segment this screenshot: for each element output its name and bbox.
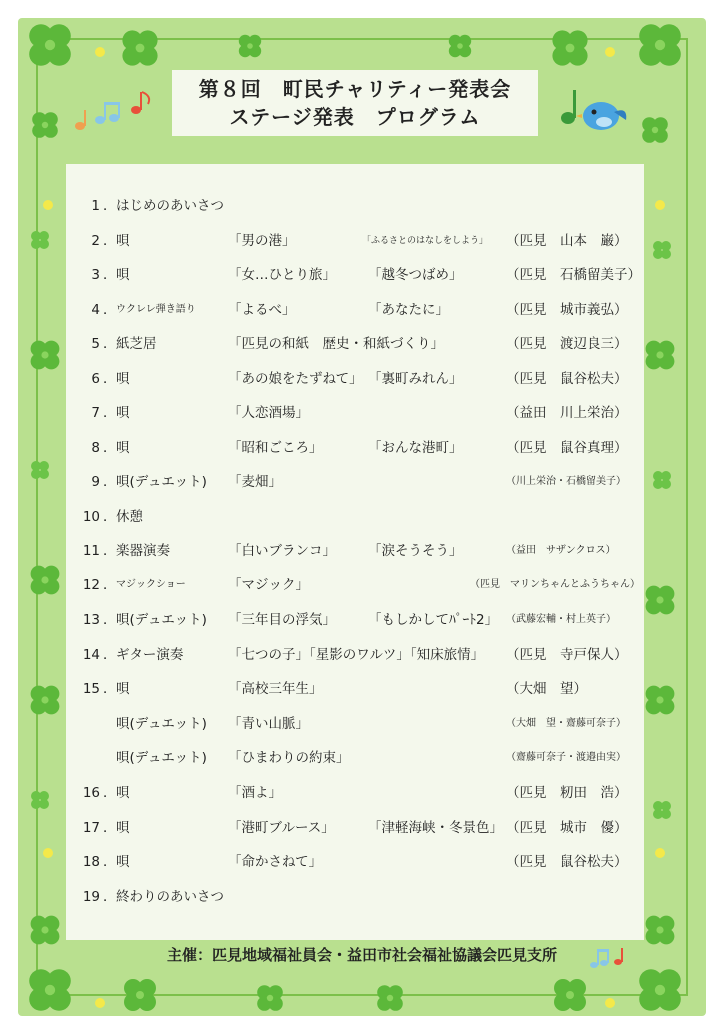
- clover-icon: [31, 231, 49, 249]
- clover-icon: [449, 35, 471, 57]
- item-performer: （匹見 寺戸保人）: [506, 647, 628, 663]
- item-dot: ．: [103, 267, 117, 283]
- item-category: 休憩: [116, 509, 143, 525]
- item-category: 唄(デュエット): [116, 716, 207, 732]
- item-number: 17: [82, 820, 100, 836]
- program-item: [66, 572, 644, 598]
- item-number: 11: [82, 543, 100, 559]
- clover-icon: [29, 969, 71, 1011]
- item-song-2: 「涙そうそう」: [368, 543, 463, 559]
- item-category: 唄: [116, 371, 130, 387]
- item-dot: ．: [103, 889, 117, 905]
- clover-icon: [642, 117, 668, 143]
- item-dot: ．: [103, 302, 117, 318]
- music-note-icon: [70, 88, 160, 138]
- item-song: 「人恋酒場」: [228, 405, 309, 421]
- clover-icon: [31, 461, 49, 479]
- item-song: 「七つの子」「星影のワルツ」「知床旅情」: [228, 647, 485, 663]
- item-song: 「昭和ごころ」: [228, 440, 323, 456]
- program-item: [66, 400, 644, 426]
- item-song: 「青い山脈」: [228, 716, 309, 732]
- clover-icon: [653, 471, 671, 489]
- item-song: 「女…ひとり旅」: [228, 267, 336, 283]
- item-category: ギター演奏: [116, 647, 184, 663]
- clover-icon: [29, 24, 71, 66]
- item-performer: （匹見 鼠谷松夫）: [506, 854, 628, 870]
- item-number: 3: [91, 267, 100, 283]
- item-performer: （匹見 城市義弘）: [506, 302, 628, 318]
- title-box: [172, 70, 538, 136]
- item-category: ウクレレ弾き語り: [116, 304, 196, 315]
- item-song: 「酒よ」: [228, 785, 282, 801]
- item-song-2: 「もしかしてﾊﾟｰﾄ2」: [368, 612, 499, 628]
- program-item: [66, 469, 644, 495]
- item-number: 4: [91, 302, 100, 318]
- item-number: 13: [82, 612, 100, 628]
- item-song: 「白いブランコ」: [228, 543, 336, 559]
- item-category: 唄: [116, 854, 130, 870]
- item-number: 19: [82, 889, 100, 905]
- clover-icon: [31, 686, 60, 715]
- item-number: 5: [91, 336, 100, 352]
- clover-icon: [377, 985, 403, 1011]
- item-song: 「マジック」: [228, 577, 309, 593]
- item-dot: ．: [103, 854, 117, 870]
- item-category: 唄(デュエット): [116, 612, 207, 628]
- item-dot: ．: [103, 577, 117, 593]
- program-list: [66, 164, 644, 940]
- item-dot: ．: [103, 440, 117, 456]
- item-dot: ．: [103, 543, 117, 559]
- program-item: [66, 228, 644, 254]
- item-song-2: 「おんな港町」: [368, 440, 463, 456]
- clover-icon: [124, 979, 156, 1011]
- item-number: 8: [91, 440, 100, 456]
- item-performer: （益田 サザンクロス）: [506, 545, 616, 556]
- item-song: 「よるべ」: [228, 302, 296, 318]
- clover-icon: [552, 30, 587, 65]
- program-item: [66, 297, 644, 323]
- item-performer: （匹見 籾田 浩）: [506, 785, 628, 801]
- item-dot: ．: [103, 612, 117, 628]
- clover-icon: [646, 916, 675, 945]
- item-song-2: 「あなたに」: [368, 302, 449, 318]
- item-dot: ．: [103, 371, 117, 387]
- item-number: 16: [82, 785, 100, 801]
- clover-icon: [122, 30, 157, 65]
- item-number: 2: [91, 233, 100, 249]
- item-dot: ．: [103, 647, 117, 663]
- item-performer: （武藤宏輔・村上英子）: [506, 614, 616, 625]
- item-number: 9: [91, 474, 100, 490]
- item-song: 「麦畑」: [228, 474, 282, 490]
- program-item: [66, 884, 644, 910]
- clover-icon: [639, 969, 681, 1011]
- program-subtitle: ステージ発表 プログラム: [229, 105, 481, 129]
- item-number: 10: [82, 509, 100, 525]
- item-number: 14: [82, 647, 100, 663]
- item-song: 「高校三年生」: [228, 681, 323, 697]
- organizer-footer: 主催：匹見地域福祉員会・益田市社会福祉協議会匹見支所: [166, 946, 557, 964]
- clover-icon: [646, 341, 675, 370]
- item-category: 唄: [116, 267, 130, 283]
- item-dot: ．: [103, 820, 117, 836]
- item-number: 1: [91, 198, 100, 214]
- item-song: 「港町ブルース」: [228, 820, 335, 836]
- item-song-2: 「裏町みれん」: [368, 371, 463, 387]
- item-dot: ．: [103, 405, 117, 421]
- program-item: [66, 642, 644, 668]
- program-item: [66, 262, 644, 288]
- clover-icon: [32, 112, 58, 138]
- clover-icon: [239, 35, 261, 57]
- item-category: 唄: [116, 233, 130, 249]
- clover-icon: [653, 241, 671, 259]
- item-performer: （匹見 石橋留美子）: [506, 267, 641, 283]
- clover-icon: [31, 341, 60, 370]
- program-item: [66, 745, 644, 771]
- clover-icon: [31, 916, 60, 945]
- item-performer: （匹見 城市 優）: [506, 820, 628, 836]
- item-category: はじめのあいさつ: [116, 198, 224, 214]
- clover-icon: [257, 985, 283, 1011]
- item-performer: （匹見 山本 巌）: [506, 233, 628, 249]
- item-category: 唄(デュエット): [116, 750, 207, 766]
- item-category: 楽器演奏: [116, 543, 170, 559]
- item-performer: （匹見 鼠谷真理）: [506, 440, 628, 456]
- item-performer: （大畑 望）: [506, 681, 587, 697]
- item-song: 「男の港」: [228, 233, 296, 249]
- item-category: 唄: [116, 785, 130, 801]
- item-performer: （益田 川上栄治）: [506, 405, 628, 421]
- program-item: [66, 711, 644, 737]
- item-number: 15: [82, 681, 100, 697]
- item-category: 唄: [116, 820, 130, 836]
- item-dot: ．: [103, 198, 117, 214]
- item-performer: （齋藤可奈子・渡邉由実）: [506, 752, 626, 763]
- event-title: 第８回 町民チャリティー発表会: [198, 77, 512, 101]
- item-song-2: 「越冬つばめ」: [368, 267, 463, 283]
- clover-icon: [653, 801, 671, 819]
- item-song: 「匹見の和紙 歴史・和紙づくり」: [228, 336, 444, 352]
- item-song-2: 「津軽海峡・冬景色」: [368, 820, 503, 836]
- item-dot: ．: [103, 336, 117, 352]
- program-item: [66, 366, 644, 392]
- clover-icon: [646, 586, 675, 615]
- program-item: [66, 676, 644, 702]
- program-item: [66, 193, 644, 219]
- clover-icon: [554, 979, 586, 1011]
- item-category: 終わりのあいさつ: [116, 889, 224, 905]
- item-performer: （匹見 マリンちゃんとふうちゃん）: [470, 579, 640, 590]
- item-number: 12: [82, 577, 100, 593]
- program-item: [66, 331, 644, 357]
- item-dot: ．: [103, 785, 117, 801]
- item-dot: ．: [103, 681, 117, 697]
- music-note-icon: [588, 946, 628, 972]
- item-dot: ．: [103, 474, 117, 490]
- program-item: [66, 435, 644, 461]
- item-dot: ．: [103, 509, 117, 525]
- item-song: 「あの娘をたずねて」: [228, 371, 363, 387]
- item-song: 「命かさねて」: [228, 854, 323, 870]
- item-category: 唄: [116, 681, 130, 697]
- item-category: 唄(デュエット): [116, 474, 207, 490]
- item-category: 紙芝居: [116, 336, 157, 352]
- item-category: 唄: [116, 405, 130, 421]
- item-performer: （匹見 鼠谷松夫）: [506, 371, 628, 387]
- clover-icon: [646, 686, 675, 715]
- item-number: 7: [91, 405, 100, 421]
- program-item: [66, 849, 644, 875]
- item-number: 18: [82, 854, 100, 870]
- program-item: [66, 538, 644, 564]
- bluebird-icon: [556, 84, 636, 140]
- clover-icon: [31, 791, 49, 809]
- program-item: [66, 504, 644, 530]
- item-song-2: 「ふるさとのはなしをしよう」: [362, 236, 489, 246]
- item-number: 6: [91, 371, 100, 387]
- program-item: [66, 780, 644, 806]
- item-category: マジックショー: [116, 579, 186, 590]
- item-song: 「ひまわりの約束」: [228, 750, 350, 766]
- item-dot: ．: [103, 233, 117, 249]
- item-performer: （川上栄治・石橋留美子）: [506, 476, 626, 487]
- clover-icon: [31, 566, 60, 595]
- program-item: [66, 607, 644, 633]
- item-song: 「三年目の浮気」: [228, 612, 336, 628]
- clover-icon: [639, 24, 681, 66]
- item-performer: （匹見 渡辺良三）: [506, 336, 628, 352]
- item-performer: （大畑 望・齋藤可奈子）: [506, 718, 626, 729]
- item-category: 唄: [116, 440, 130, 456]
- program-item: [66, 815, 644, 841]
